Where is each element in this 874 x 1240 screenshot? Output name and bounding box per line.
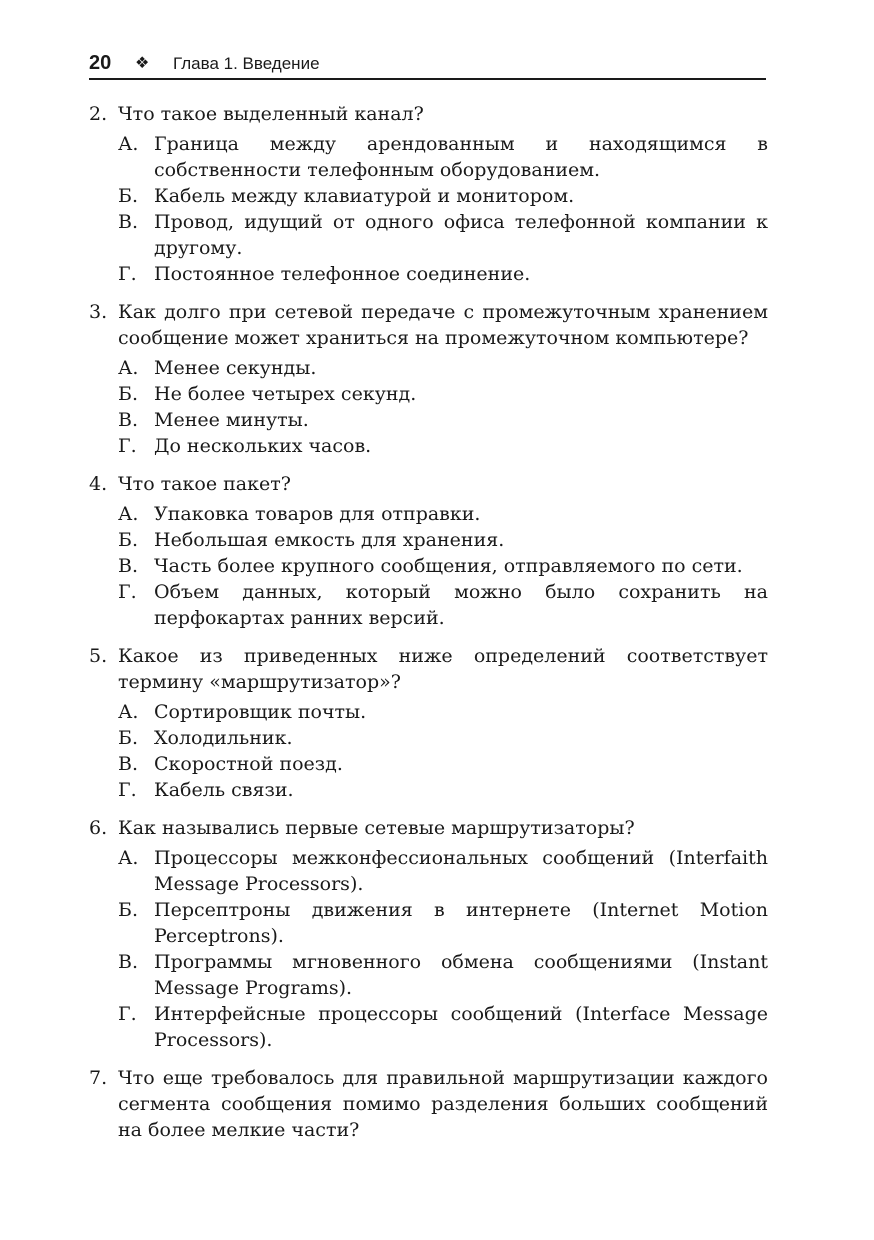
answer-text: Процессоры межконфессиональных сообщений (Interfaith Message Processors). — [154, 847, 768, 895]
answer-letter: В. — [118, 409, 139, 431]
page-number: 20 — [89, 52, 112, 74]
answer-option — [118, 897, 768, 949]
question-item — [89, 471, 768, 631]
answer-text: Постоянное телефонное соединение. — [154, 263, 531, 285]
answer-letter: Г. — [118, 581, 137, 603]
answer-option — [118, 131, 768, 183]
answer-letter: В. — [118, 211, 139, 233]
answer-option — [118, 553, 768, 579]
question-item — [89, 643, 768, 803]
answer-letter: Б. — [118, 185, 139, 207]
question-body — [118, 643, 768, 803]
answer-letter: В. — [118, 555, 139, 577]
answer-text: Кабель между клавиатурой и монитором. — [154, 185, 575, 207]
answer-text: Упаковка товаров для отправки. — [154, 503, 481, 525]
answer-option — [118, 433, 768, 459]
answer-text: Часть более крупного сообщения, отправляемого по сети. — [154, 555, 743, 577]
answer-text: Небольшая емкость для хранения. — [154, 529, 505, 551]
answer-option — [118, 845, 768, 897]
answer-letter: Б. — [118, 529, 139, 551]
answer-option — [118, 949, 768, 1001]
question-number: 5. — [89, 645, 108, 667]
question-number: 3. — [89, 301, 108, 323]
answer-letter: А. — [118, 503, 139, 525]
answer-letter: В. — [118, 753, 139, 775]
answer-option — [118, 355, 768, 381]
question-item — [89, 815, 768, 1053]
answer-text: Скоростной поезд. — [154, 753, 343, 775]
answer-option — [118, 183, 768, 209]
question-body — [118, 471, 768, 631]
running-header — [89, 50, 766, 80]
question-body — [118, 101, 768, 287]
question-body — [118, 1065, 768, 1147]
answer-text: Сортировщик почты. — [154, 701, 367, 723]
question-number: 6. — [89, 817, 108, 839]
answer-text: Не более четырех секунд. — [154, 383, 417, 405]
answer-text: До нескольких часов. — [154, 435, 372, 457]
answer-letter: А. — [118, 701, 139, 723]
question-item — [89, 101, 768, 287]
question-text: Как долго при сетевой передаче с промежуточным хранением сообщение может храниться на промежуточном компьютере? — [118, 301, 768, 349]
answer-text: Объем данных, который можно было сохранить на перфокартах ранних версий. — [154, 581, 768, 629]
answer-option — [118, 725, 768, 751]
answer-option — [118, 261, 768, 287]
answer-option — [118, 751, 768, 777]
question-number: 7. — [89, 1067, 108, 1089]
question-text: Что такое пакет? — [118, 473, 291, 495]
question-item — [89, 1065, 768, 1147]
question-body — [118, 815, 768, 1053]
answer-letter: Б. — [118, 727, 139, 749]
answer-letter: Г. — [118, 1003, 137, 1025]
answer-text: Менее минуты. — [154, 409, 309, 431]
question-text: Какое из приведенных ниже определений соответствует термину «маршрутизатор»? — [118, 645, 768, 693]
answer-option — [118, 407, 768, 433]
answer-option — [118, 579, 768, 631]
answer-letter: В. — [118, 951, 139, 973]
answer-letter: Г. — [118, 435, 137, 457]
answer-letter: Б. — [118, 383, 139, 405]
answer-text: Интерфейсные процессоры сообщений (Interface Message Processors). — [154, 1003, 768, 1051]
answer-letter: Б. — [118, 899, 139, 921]
question-body — [118, 299, 768, 459]
answer-letter: Г. — [118, 779, 137, 801]
answer-option — [118, 527, 768, 553]
answer-option — [118, 209, 768, 261]
answer-letter: А. — [118, 847, 139, 869]
question-text: Как назывались первые сетевые маршрутизаторы? — [118, 817, 635, 839]
answer-option — [118, 1001, 768, 1053]
question-list — [89, 101, 768, 1159]
answer-text: Кабель связи. — [154, 779, 294, 801]
answer-text: Программы мгновенного обмена сообщениями (Instant Message Programs). — [154, 951, 768, 999]
answer-text: Менее секунды. — [154, 357, 317, 379]
answer-text: Персептроны движения в интернете (Internet Motion Perceptrons). — [154, 899, 768, 947]
question-number: 2. — [89, 103, 108, 125]
answer-text: Граница между арендованным и находящимся в собственности телефонным оборудованием. — [154, 133, 768, 181]
answer-option — [118, 501, 768, 527]
chapter-title: Глава 1. Введение — [173, 54, 320, 73]
ornament-icon: ❖ — [135, 55, 150, 72]
question-item — [89, 299, 768, 459]
answer-text: Провод, идущий от одного офиса телефонной компании к другому. — [154, 211, 768, 259]
answer-text: Холодильник. — [154, 727, 293, 749]
answer-option — [118, 777, 768, 803]
answer-letter: А. — [118, 133, 139, 155]
answer-letter: Г. — [118, 263, 137, 285]
answer-letter: А. — [118, 357, 139, 379]
question-text: Что такое выделенный канал? — [118, 103, 424, 125]
question-text: Что еще требовалось для правильной маршрутизации каждого сегмента сообщения помимо разделения больших сообщений на более мелкие части? — [118, 1067, 768, 1141]
answer-option — [118, 381, 768, 407]
answer-option — [118, 699, 768, 725]
question-number: 4. — [89, 473, 108, 495]
